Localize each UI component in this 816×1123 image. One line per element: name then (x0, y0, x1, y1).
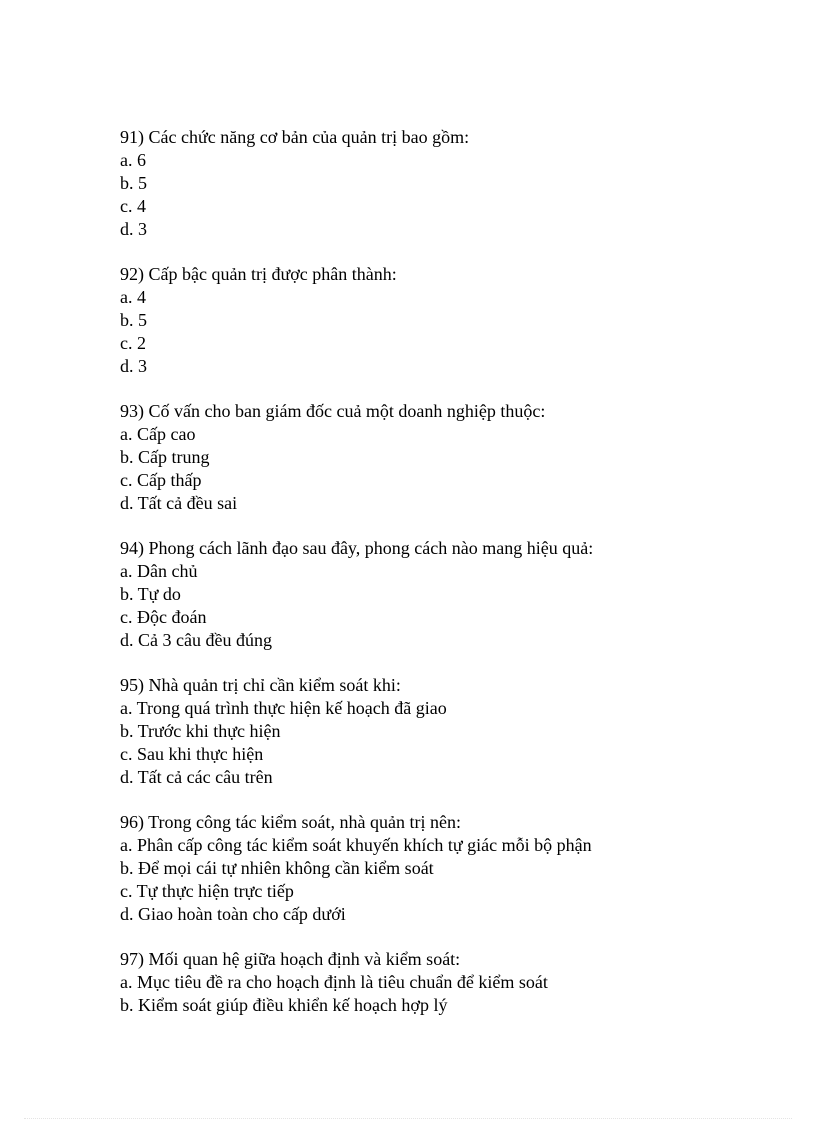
answer-option: a. Dân chủ (120, 561, 198, 581)
answer-option: c. Tự thực hiện trực tiếp (120, 881, 294, 901)
answer-option: b. 5 (120, 310, 147, 330)
question-94 (120, 537, 780, 652)
answer-option: b. Tự do (120, 584, 181, 604)
question-93 (120, 400, 780, 515)
answer-option: a. Trong quá trình thực hiện kế hoạch đã giao (120, 698, 447, 718)
answer-option: d. Tất cả các câu trên (120, 767, 273, 787)
answer-option: d. 3 (120, 356, 147, 376)
answer-option: c. Sau khi thực hiện (120, 744, 264, 764)
answer-option: c. 4 (120, 196, 146, 216)
question-91 (120, 126, 780, 241)
answer-option: c. 2 (120, 333, 146, 353)
question-list (120, 126, 780, 1039)
answer-option: a. Mục tiêu đề ra cho hoạch định là tiêu chuẩn để kiểm soát (120, 972, 548, 992)
answer-option: c. Độc đoán (120, 607, 207, 627)
answer-option: d. Tất cả đều sai (120, 493, 238, 513)
question-text: 91) Các chức năng cơ bản của quản trị bao gồm: (120, 127, 470, 147)
question-95 (120, 674, 780, 789)
question-text: 93) Cố vấn cho ban giám đốc cuả một doanh nghiệp thuộc: (120, 401, 546, 421)
answer-option: a. Phân cấp công tác kiểm soát khuyến khích tự giác mỗi bộ phận (120, 835, 592, 855)
answer-option: b. Trước khi thực hiện (120, 721, 281, 741)
answer-option: a. 6 (120, 150, 146, 170)
page-bottom-divider (24, 1118, 792, 1119)
answer-option: a. 4 (120, 287, 146, 307)
answer-option: d. Giao hoàn toàn cho cấp dưới (120, 904, 346, 924)
question-97 (120, 948, 780, 1017)
question-text: 92) Cấp bậc quản trị được phân thành: (120, 264, 397, 284)
question-96 (120, 811, 780, 926)
answer-option: b. 5 (120, 173, 147, 193)
answer-option: b. Kiểm soát giúp điều khiển kế hoạch hợp lý (120, 995, 448, 1015)
answer-option: d. 3 (120, 219, 147, 239)
answer-option: b. Cấp trung (120, 447, 210, 467)
question-text: 97) Mối quan hệ giữa hoạch định và kiểm soát: (120, 949, 461, 969)
answer-option: a. Cấp cao (120, 424, 196, 444)
answer-option: c. Cấp thấp (120, 470, 202, 490)
question-text: 96) Trong công tác kiểm soát, nhà quản trị nên: (120, 812, 461, 832)
question-text: 94) Phong cách lãnh đạo sau đây, phong cách nào mang hiệu quả: (120, 538, 594, 558)
answer-option: b. Để mọi cái tự nhiên không cần kiểm soát (120, 858, 434, 878)
answer-option: d. Cả 3 câu đều đúng (120, 630, 272, 650)
question-text: 95) Nhà quản trị chỉ cần kiểm soát khi: (120, 675, 401, 695)
question-92 (120, 263, 780, 378)
